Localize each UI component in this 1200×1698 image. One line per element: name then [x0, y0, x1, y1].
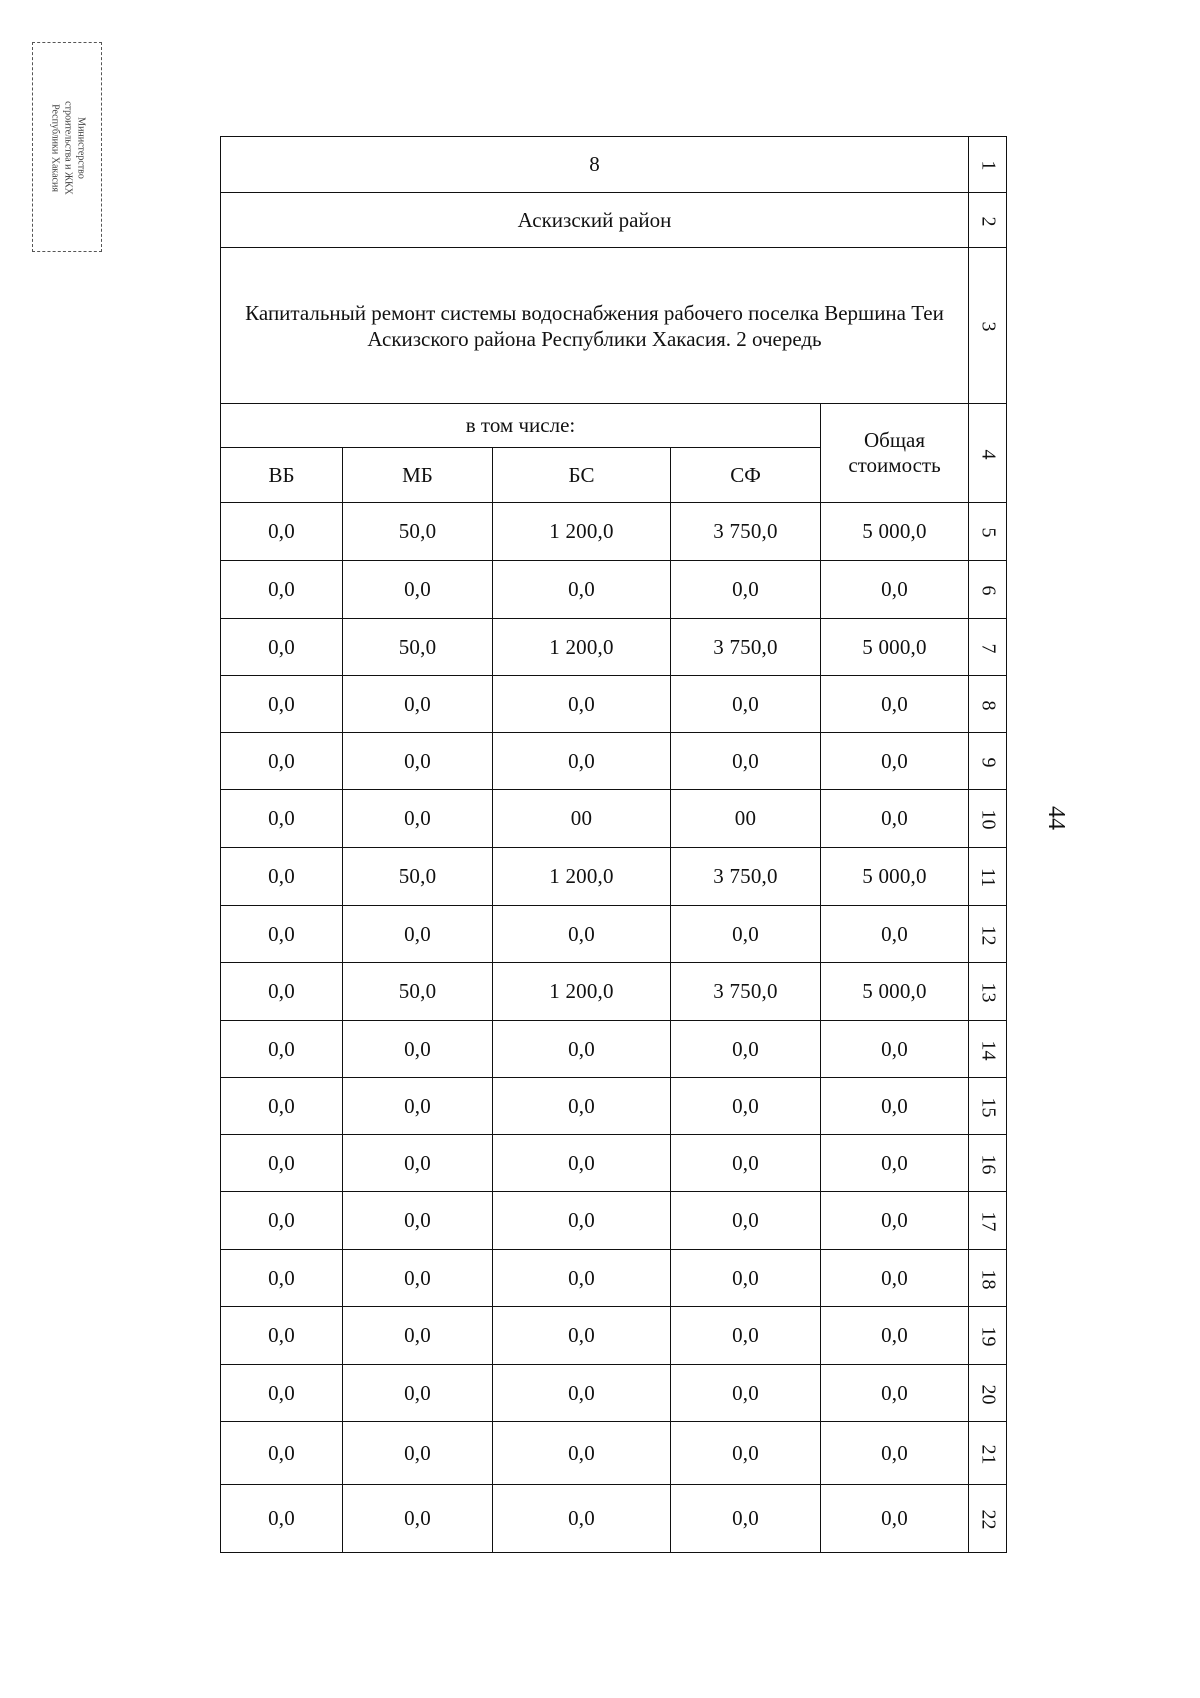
cell-vb: 0,0 [221, 1021, 343, 1078]
stamp-line: Министерство [75, 117, 87, 179]
table-row [221, 1192, 1007, 1250]
row-number-cell [969, 561, 1007, 619]
cell-bs: 1 200,0 [493, 963, 671, 1021]
row-number-cell [969, 733, 1007, 790]
cell-mb: 50,0 [343, 963, 493, 1021]
row-number-cell [969, 193, 1007, 248]
row-number: 2 [977, 216, 1000, 226]
row-number: 6 [977, 585, 1000, 596]
cell-vb: 0,0 [221, 1078, 343, 1135]
cell-sf: 3 750,0 [671, 503, 821, 561]
table-row [221, 790, 1007, 848]
table-row [221, 1422, 1007, 1485]
cell-sf: 3 750,0 [671, 963, 821, 1021]
cell-vb: 0,0 [221, 1485, 343, 1553]
row-number: 14 [977, 1040, 1000, 1060]
cell-mb: 0,0 [343, 1078, 493, 1135]
cell-sf: 0,0 [671, 561, 821, 619]
row-number-cell [969, 404, 1007, 503]
cell-bs: 1 200,0 [493, 619, 671, 676]
cell-vb: 0,0 [221, 1365, 343, 1422]
data-table-body [221, 137, 1007, 1553]
table-row [221, 561, 1007, 619]
including-header [221, 404, 821, 448]
cell-total: 0,0 [821, 1135, 969, 1192]
cell-bs: 0,0 [493, 1365, 671, 1422]
cell-sf: 0,0 [671, 906, 821, 963]
cell-mb: 0,0 [343, 1365, 493, 1422]
including-label: в том числе: [465, 413, 576, 437]
project-cell [221, 248, 969, 404]
cell-vb: 0,0 [221, 561, 343, 619]
district-cell [221, 193, 969, 248]
row-number-cell [969, 1135, 1007, 1192]
row-number: 11 [977, 867, 1000, 888]
cell-mb: 0,0 [343, 1192, 493, 1250]
cell-total: 0,0 [821, 676, 969, 733]
column-header-sf: СФ [671, 448, 821, 503]
row-number-cell [969, 1078, 1007, 1135]
cell-sf: 0,0 [671, 1422, 821, 1485]
table-row [221, 1135, 1007, 1192]
table-row [221, 1365, 1007, 1422]
cell-mb: 0,0 [343, 1135, 493, 1192]
data-table [220, 136, 1007, 1553]
cell-total: 0,0 [821, 561, 969, 619]
row-number: 7 [977, 643, 1000, 653]
index-cell [221, 137, 969, 193]
cell-bs: 0,0 [493, 676, 671, 733]
table-row [221, 193, 1007, 248]
cell-mb: 0,0 [343, 1422, 493, 1485]
row-number-cell [969, 1422, 1007, 1485]
table-row [221, 248, 1007, 404]
row-number: 9 [977, 757, 1000, 767]
row-number-cell [969, 503, 1007, 561]
table-row [221, 1021, 1007, 1078]
cell-total: 0,0 [821, 906, 969, 963]
row-number-cell [969, 248, 1007, 404]
cell-bs: 0,0 [493, 1078, 671, 1135]
cell-vb: 0,0 [221, 848, 343, 906]
district-name: Аскизский район [517, 207, 672, 232]
cell-sf: 3 750,0 [671, 848, 821, 906]
cell-total: 0,0 [821, 1485, 969, 1553]
table-row [221, 1078, 1007, 1135]
cell-sf: 0,0 [671, 1192, 821, 1250]
row-number-cell [969, 619, 1007, 676]
cell-bs: 0,0 [493, 733, 671, 790]
stamp-line: Республики Хакасия [49, 104, 61, 192]
cell-mb: 50,0 [343, 848, 493, 906]
cell-mb: 0,0 [343, 1307, 493, 1365]
row-number: 4 [977, 449, 1000, 459]
row-number-cell [969, 848, 1007, 906]
cell-vb: 0,0 [221, 1135, 343, 1192]
cell-vb: 0,0 [221, 1192, 343, 1250]
row-number: 19 [977, 1326, 1000, 1347]
cell-bs: 0,0 [493, 906, 671, 963]
cell-sf: 0,0 [671, 1078, 821, 1135]
table-row [221, 1485, 1007, 1553]
cell-mb: 0,0 [343, 1485, 493, 1553]
row-number: 20 [977, 1384, 1000, 1404]
cell-vb: 0,0 [221, 676, 343, 733]
cell-total: 0,0 [821, 1422, 969, 1485]
row-number: 5 [977, 527, 1000, 538]
cell-total: 5 000,0 [821, 848, 969, 906]
cell-total: 0,0 [821, 1078, 969, 1135]
cell-total: 5 000,0 [821, 963, 969, 1021]
row-number: 1 [977, 160, 1000, 171]
cell-sf: 0,0 [671, 1021, 821, 1078]
row-number: 13 [977, 982, 1000, 1003]
table-row [221, 906, 1007, 963]
row-number: 10 [977, 809, 1000, 830]
table-row [221, 733, 1007, 790]
table-row [221, 619, 1007, 676]
cell-vb: 0,0 [221, 906, 343, 963]
cell-vb: 0,0 [221, 1307, 343, 1365]
cell-sf: 00 [671, 790, 821, 848]
cell-bs: 0,0 [493, 561, 671, 619]
column-header-bs: БС [493, 448, 671, 503]
stamp [32, 42, 102, 252]
cell-mb: 50,0 [343, 503, 493, 561]
row-number-cell [969, 137, 1007, 193]
stamp-text [49, 48, 88, 248]
cell-mb: 0,0 [343, 733, 493, 790]
project-name: Капитальный ремонт системы водоснабжения рабочего поселка Вершина Теи Аскизского района Республики Хакасия. 2 очередь [245, 300, 944, 351]
cell-total: 0,0 [821, 790, 969, 848]
cell-vb: 0,0 [221, 1250, 343, 1307]
table-row [221, 404, 1007, 448]
cell-sf: 3 750,0 [671, 619, 821, 676]
column-header-vb: ВБ [221, 448, 343, 503]
row-number-cell [969, 790, 1007, 848]
cell-total: 5 000,0 [821, 619, 969, 676]
cell-bs: 0,0 [493, 1250, 671, 1307]
cell-bs: 1 200,0 [493, 848, 671, 906]
cell-mb: 0,0 [343, 1250, 493, 1307]
row-number-cell [969, 963, 1007, 1021]
table-row [221, 503, 1007, 561]
cell-mb: 0,0 [343, 790, 493, 848]
cell-bs: 0,0 [493, 1135, 671, 1192]
cell-total: 0,0 [821, 1021, 969, 1078]
total-header [821, 404, 969, 503]
cell-bs: 0,0 [493, 1192, 671, 1250]
row-number-cell [969, 1192, 1007, 1250]
cell-total: 0,0 [821, 1307, 969, 1365]
cell-vb: 0,0 [221, 733, 343, 790]
row-number: 8 [977, 700, 1000, 710]
cell-sf: 0,0 [671, 1485, 821, 1553]
cell-bs: 0,0 [493, 1307, 671, 1365]
cell-mb: 0,0 [343, 1021, 493, 1078]
table-row [221, 963, 1007, 1021]
row-number: 3 [977, 321, 1000, 332]
cell-total: 0,0 [821, 1192, 969, 1250]
row-number: 22 [977, 1509, 1000, 1530]
row-number-cell [969, 1307, 1007, 1365]
cell-vb: 0,0 [221, 503, 343, 561]
table-row [221, 676, 1007, 733]
table-row [221, 1307, 1007, 1365]
cell-mb: 0,0 [343, 906, 493, 963]
row-number: 15 [977, 1097, 1000, 1117]
cell-mb: 50,0 [343, 619, 493, 676]
cell-bs: 00 [493, 790, 671, 848]
cell-sf: 0,0 [671, 1365, 821, 1422]
cell-mb: 0,0 [343, 561, 493, 619]
row-number-cell [969, 676, 1007, 733]
cell-total: 0,0 [821, 1365, 969, 1422]
row-number: 17 [977, 1211, 1000, 1232]
cell-total: 0,0 [821, 733, 969, 790]
cell-mb: 0,0 [343, 676, 493, 733]
cell-vb: 0,0 [221, 619, 343, 676]
row-number-cell [969, 1485, 1007, 1553]
row-number-cell [969, 1250, 1007, 1307]
cell-total: 5 000,0 [821, 503, 969, 561]
row-number-cell [969, 1021, 1007, 1078]
cell-total: 0,0 [821, 1250, 969, 1307]
index-value: 8 [589, 152, 600, 176]
table-row [221, 1250, 1007, 1307]
cell-sf: 0,0 [671, 733, 821, 790]
cell-bs: 0,0 [493, 1422, 671, 1485]
table-row [221, 848, 1007, 906]
table-row [221, 137, 1007, 193]
row-number: 16 [977, 1154, 1000, 1174]
cell-bs: 0,0 [493, 1021, 671, 1078]
column-header-mb: МБ [343, 448, 493, 503]
cell-sf: 0,0 [671, 1307, 821, 1365]
row-number-cell [969, 1365, 1007, 1422]
cell-vb: 0,0 [221, 1422, 343, 1485]
cell-bs: 1 200,0 [493, 503, 671, 561]
row-number-cell [969, 906, 1007, 963]
cell-sf: 0,0 [671, 1250, 821, 1307]
cell-vb: 0,0 [221, 963, 343, 1021]
page-number: 44 [1043, 806, 1069, 830]
cell-vb: 0,0 [221, 790, 343, 848]
row-number: 21 [977, 1444, 1000, 1464]
row-number: 12 [977, 925, 1000, 945]
cell-sf: 0,0 [671, 1135, 821, 1192]
total-label: Общая стоимость [848, 428, 941, 477]
stamp-line: строительства и ЖКХ [62, 101, 74, 195]
row-number: 18 [977, 1269, 1000, 1289]
cell-bs: 0,0 [493, 1485, 671, 1553]
cell-sf: 0,0 [671, 676, 821, 733]
